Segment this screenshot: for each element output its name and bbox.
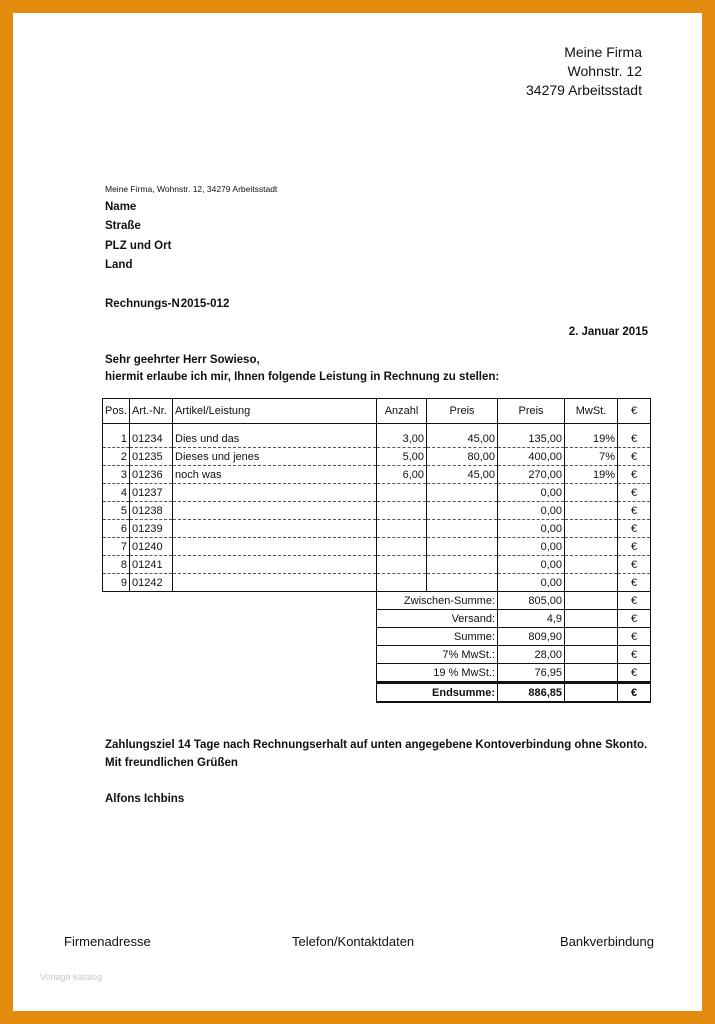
cell-currency: € xyxy=(618,556,651,574)
signature-name: Alfons Ichbins xyxy=(105,793,185,805)
cell-price xyxy=(427,484,498,502)
cell-vat: 19% xyxy=(565,430,618,448)
header-qty: Anzahl xyxy=(377,399,427,424)
sender-street: Wohnstr. 12 xyxy=(567,63,642,79)
summary-currency: € xyxy=(618,628,651,646)
cell-currency: € xyxy=(618,502,651,520)
table-row xyxy=(103,502,651,520)
table-row xyxy=(103,520,651,538)
summary-value: 809,90 xyxy=(498,628,565,646)
cell-qty: 5,00 xyxy=(377,448,427,466)
cell-vat xyxy=(565,520,618,538)
cell-price: 45,00 xyxy=(427,466,498,484)
cell-art-nr: 01240 xyxy=(130,538,173,556)
header-vat: MwSt. xyxy=(565,399,618,424)
summary-currency: € xyxy=(618,664,651,683)
cell-price xyxy=(427,538,498,556)
cell-art-nr: 01236 xyxy=(130,466,173,484)
summary-label: Endsumme: xyxy=(377,683,498,703)
salutation: Sehr geehrter Herr Sowieso, xyxy=(105,354,260,366)
cell-pos: 4 xyxy=(103,484,130,502)
cell-art-nr: 01241 xyxy=(130,556,173,574)
cell-total: 0,00 xyxy=(498,502,565,520)
cell-art-nr: 01242 xyxy=(130,574,173,592)
cell-art-nr: 01237 xyxy=(130,484,173,502)
summary-table xyxy=(376,591,651,703)
cell-pos: 1 xyxy=(103,430,130,448)
table-row xyxy=(103,448,651,466)
cell-pos: 5 xyxy=(103,502,130,520)
cell-art-nr: 01239 xyxy=(130,520,173,538)
invoice-number-value: 2015-012 xyxy=(180,298,230,310)
cell-qty: 3,00 xyxy=(377,430,427,448)
summary-label: 7% MwSt.: xyxy=(377,646,498,664)
cell-pos: 2 xyxy=(103,448,130,466)
header-total-price: Preis xyxy=(498,399,565,424)
cell-desc xyxy=(173,502,377,520)
cell-vat xyxy=(565,538,618,556)
cell-qty: 6,00 xyxy=(377,466,427,484)
cell-qty xyxy=(377,556,427,574)
cell-currency: € xyxy=(618,484,651,502)
cell-art-nr: 01238 xyxy=(130,502,173,520)
summary-currency: € xyxy=(618,610,651,628)
invoice-number xyxy=(105,298,229,310)
sender-name: Meine Firma xyxy=(564,44,642,60)
recipient-city: PLZ und Ort xyxy=(105,240,172,252)
cell-total: 400,00 xyxy=(498,448,565,466)
summary-value: 76,95 xyxy=(498,664,565,683)
cell-vat xyxy=(565,556,618,574)
cell-total: 0,00 xyxy=(498,556,565,574)
summary-row-total xyxy=(377,683,651,703)
cell-desc xyxy=(173,538,377,556)
summary-row-vat19 xyxy=(377,664,651,683)
cell-art-nr: 01235 xyxy=(130,448,173,466)
header-pos: Pos. xyxy=(103,399,130,424)
cell-currency: € xyxy=(618,538,651,556)
cell-desc: Dies und das xyxy=(173,430,377,448)
cell-price: 45,00 xyxy=(427,430,498,448)
items-table xyxy=(102,398,651,592)
invoice-date: 2. Januar 2015 xyxy=(568,326,648,338)
sender-return-line: Meine Firma, Wohnstr. 12, 34279 Arbeitsstadt xyxy=(105,184,278,194)
cell-desc xyxy=(173,520,377,538)
cell-total: 0,00 xyxy=(498,538,565,556)
table-row xyxy=(103,430,651,448)
summary-row-subtotal xyxy=(377,592,651,610)
cell-price xyxy=(427,556,498,574)
table-row xyxy=(103,556,651,574)
summary-value: 805,00 xyxy=(498,592,565,610)
cell-desc: noch was xyxy=(173,466,377,484)
cell-vat xyxy=(565,484,618,502)
cell-total: 0,00 xyxy=(498,484,565,502)
cell-price xyxy=(427,502,498,520)
footer-bank: Bankverbindung xyxy=(560,934,654,949)
cell-pos: 9 xyxy=(103,574,130,592)
cell-desc xyxy=(173,484,377,502)
cell-price: 80,00 xyxy=(427,448,498,466)
cell-total: 270,00 xyxy=(498,466,565,484)
cell-pos: 8 xyxy=(103,556,130,574)
closing-regards: Mit freundlichen Grüßen xyxy=(105,757,238,769)
cell-vat: 7% xyxy=(565,448,618,466)
invoice-number-label: Rechnungs-N xyxy=(105,298,180,310)
cell-pos: 6 xyxy=(103,520,130,538)
cell-vat: 19% xyxy=(565,466,618,484)
cell-qty xyxy=(377,538,427,556)
cell-currency: € xyxy=(618,574,651,592)
summary-currency: € xyxy=(618,592,651,610)
cell-currency: € xyxy=(618,520,651,538)
cell-qty xyxy=(377,520,427,538)
cell-currency: € xyxy=(618,466,651,484)
sender-city: 34279 Arbeitsstadt xyxy=(526,82,642,98)
table-header-row xyxy=(103,399,651,424)
summary-value: 886,85 xyxy=(498,683,565,703)
summary-row-vat7 xyxy=(377,646,651,664)
cell-vat xyxy=(565,574,618,592)
sender-address xyxy=(526,43,642,100)
summary-label: Summe: xyxy=(377,628,498,646)
cell-price xyxy=(427,574,498,592)
cell-desc: Dieses und jenes xyxy=(173,448,377,466)
summary-value: 4,9 xyxy=(498,610,565,628)
cell-desc xyxy=(173,574,377,592)
header-art-nr: Art.-Nr. xyxy=(130,399,173,424)
cell-pos: 7 xyxy=(103,538,130,556)
recipient-country: Land xyxy=(105,259,133,271)
intro-text: hiermit erlaube ich mir, Ihnen folgende Leistung in Rechnung zu stellen: xyxy=(105,371,500,383)
summary-currency: € xyxy=(618,646,651,664)
header-item: Artikel/Leistung xyxy=(173,399,377,424)
watermark: Vorlage katalog xyxy=(40,972,103,982)
cell-desc xyxy=(173,556,377,574)
table-row xyxy=(103,484,651,502)
cell-currency: € xyxy=(618,430,651,448)
summary-value: 28,00 xyxy=(498,646,565,664)
table-row xyxy=(103,538,651,556)
cell-vat xyxy=(565,502,618,520)
summary-label: Versand: xyxy=(377,610,498,628)
cell-price xyxy=(427,520,498,538)
summary-row-shipping xyxy=(377,610,651,628)
header-unit-price: Preis xyxy=(427,399,498,424)
cell-art-nr: 01234 xyxy=(130,430,173,448)
cell-total: 135,00 xyxy=(498,430,565,448)
header-currency: € xyxy=(618,399,651,424)
footer-contact: Telefon/Kontaktdaten xyxy=(292,934,415,949)
summary-currency: € xyxy=(618,683,651,703)
summary-label: 19 % MwSt.: xyxy=(377,664,498,683)
recipient-street: Straße xyxy=(105,220,141,232)
table-row xyxy=(103,466,651,484)
footer-address: Firmenadresse xyxy=(64,934,151,949)
cell-total: 0,00 xyxy=(498,520,565,538)
payment-terms: Zahlungsziel 14 Tage nach Rechnungserhalt auf unten angegebene Kontoverbindung ohne Skonto. xyxy=(105,739,648,751)
cell-currency: € xyxy=(618,448,651,466)
cell-qty xyxy=(377,574,427,592)
summary-row-sum xyxy=(377,628,651,646)
recipient-name: Name xyxy=(105,201,137,213)
cell-pos: 3 xyxy=(103,466,130,484)
summary-label: Zwischen-Summe: xyxy=(377,592,498,610)
table-row xyxy=(103,574,651,592)
cell-qty xyxy=(377,484,427,502)
invoice-page xyxy=(13,13,702,1011)
cell-qty xyxy=(377,502,427,520)
cell-total: 0,00 xyxy=(498,574,565,592)
